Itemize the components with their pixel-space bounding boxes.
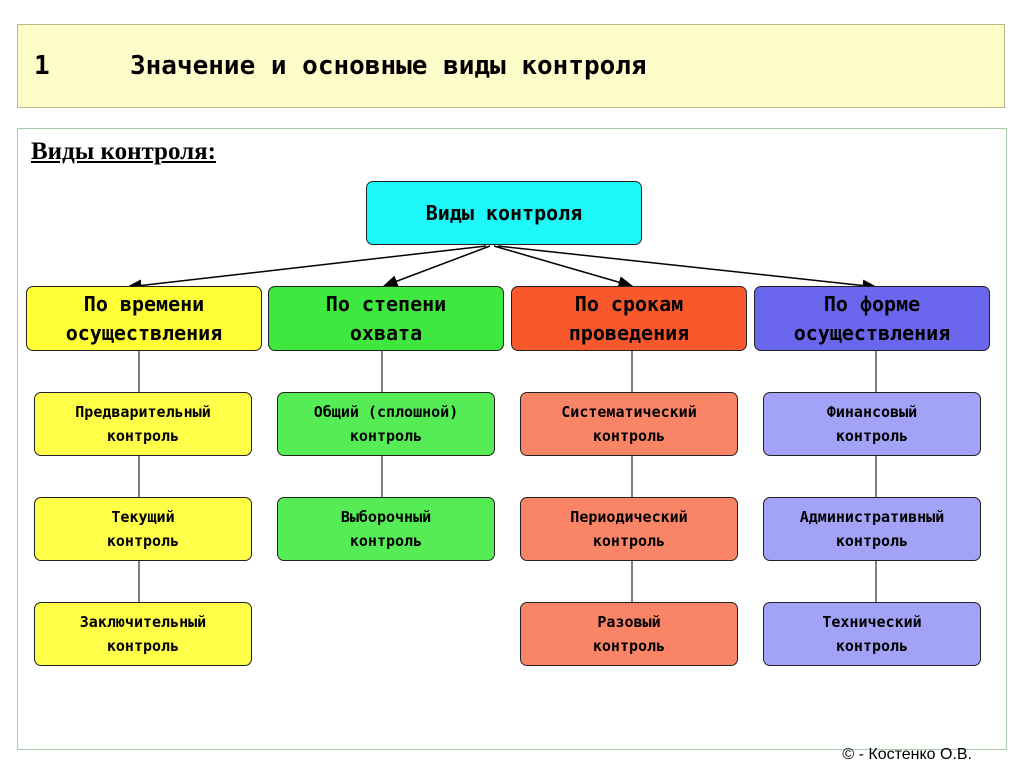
item-systematic-control: Систематический контроль xyxy=(520,392,738,456)
root-node: Виды контроля xyxy=(366,181,642,245)
category-coverage: По степени охвата xyxy=(268,286,504,351)
item-final-control: Заключительный контроль xyxy=(34,602,252,666)
arrow-root-to-terms xyxy=(494,246,632,286)
item-technical-control: Технический контроль xyxy=(763,602,981,666)
category-form: По форме осуществления xyxy=(754,286,990,351)
item-current-control: Текущий контроль xyxy=(34,497,252,561)
slide-number: 1 xyxy=(34,51,50,81)
arrow-root-to-form xyxy=(498,246,876,287)
category-time: По времени осуществления xyxy=(26,286,262,351)
item-general-control: Общий (сплошной) контроль xyxy=(277,392,495,456)
item-preliminary-control: Предварительный контроль xyxy=(34,392,252,456)
item-periodic-control: Периодический контроль xyxy=(520,497,738,561)
item-one-time-control: Разовый контроль xyxy=(520,602,738,666)
section-subtitle: Виды контроля: xyxy=(31,138,217,165)
item-administrative-control: Административный контроль xyxy=(763,497,981,561)
slide-title: Значение и основные виды контроля xyxy=(130,51,647,81)
category-terms: По срокам проведения xyxy=(511,286,747,351)
item-selective-control: Выборочный контроль xyxy=(277,497,495,561)
arrow-root-to-time xyxy=(128,246,486,287)
copyright-text: © - Костенко О.В. xyxy=(842,746,972,763)
item-financial-control: Финансовый контроль xyxy=(763,392,981,456)
